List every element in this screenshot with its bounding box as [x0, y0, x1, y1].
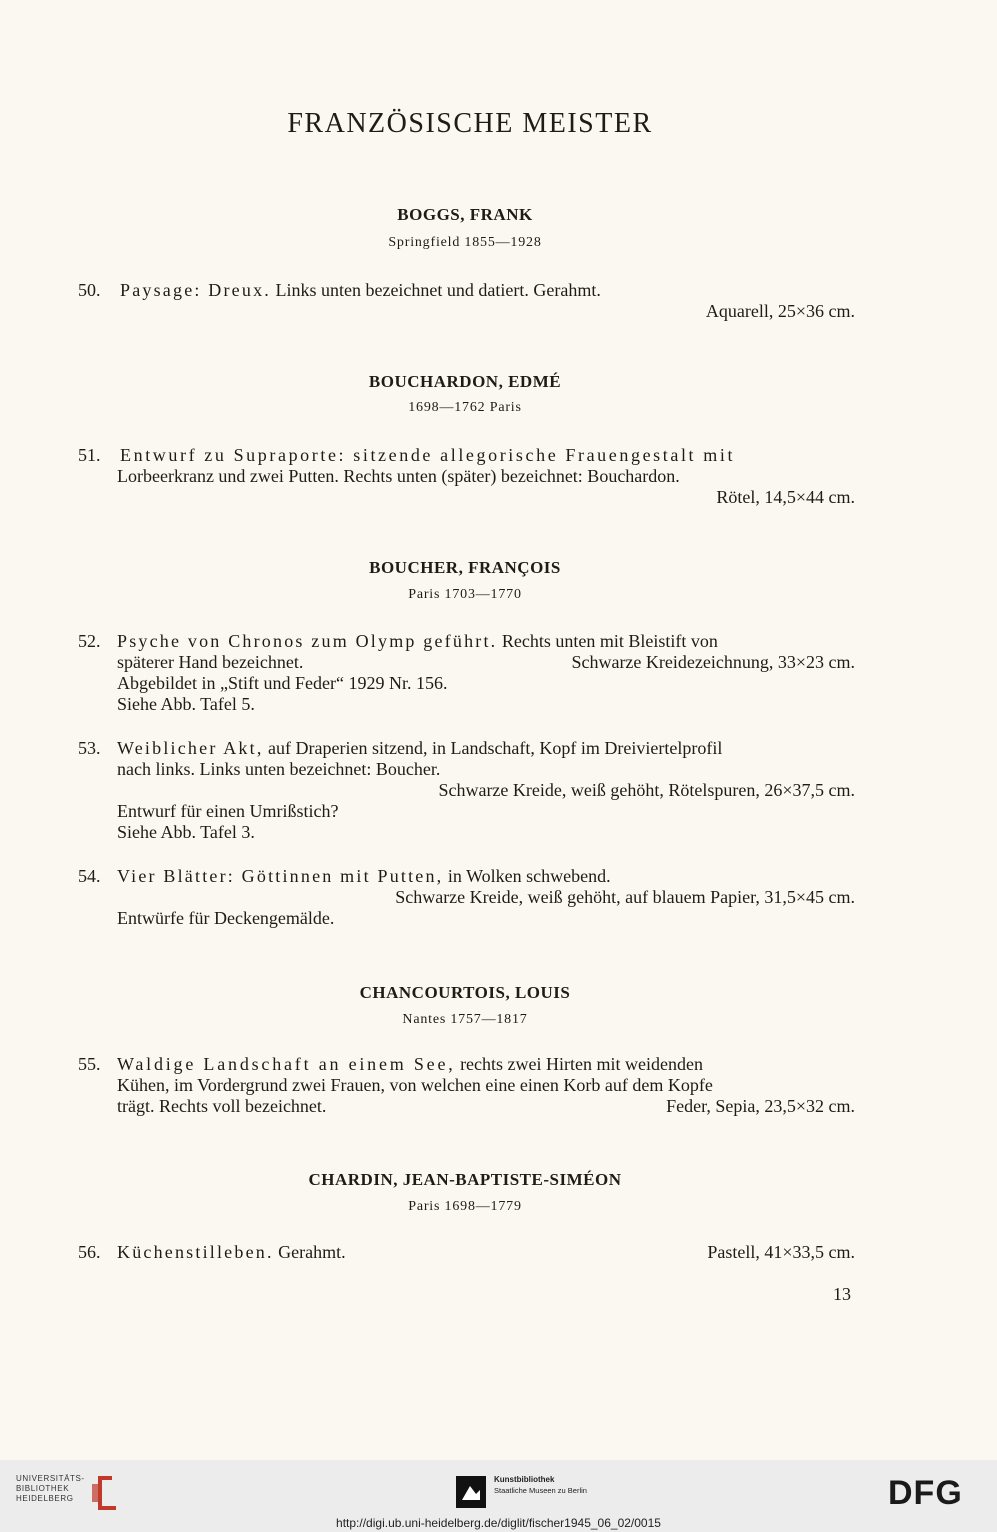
entry-medium: Schwarze Kreide, weiß gehöht, Rötelspuren, 26×37,5 cm.: [438, 780, 855, 800]
entry-text: Kühen, im Vordergrund zwei Frauen, von welchen eine einen Korb auf dem Kopfe: [117, 1075, 713, 1095]
artist-life: Paris 1703—1770: [408, 587, 522, 602]
entry-title: Küchenstilleben.: [117, 1242, 274, 1262]
artist-life: Paris 1698—1779: [408, 1199, 522, 1214]
entry-medium: Rötel, 14,5×44 cm.: [716, 487, 855, 507]
entry-title: Vier Blätter: Göttinnen mit Putten,: [117, 866, 444, 886]
artist-life: 1698—1762 Paris: [408, 400, 522, 415]
entry-text: Abgebildet in „Stift und Feder“ 1929 Nr. 156.: [117, 673, 448, 693]
ub-heidelberg-logo-icon[interactable]: [88, 1472, 122, 1517]
artist-life: Nantes 1757—1817: [402, 1012, 528, 1027]
entry-text: rechts zwei Hirten mit weidenden: [460, 1054, 703, 1074]
entry-text: in Wolken schwebend.: [447, 866, 611, 886]
entry-number: 50.: [78, 280, 101, 300]
entry-title: Paysage: Dreux.: [120, 280, 271, 300]
kunstbibliothek-text: Kunstbibliothek Staatliche Museen zu Berlin: [494, 1475, 587, 1495]
entry-text: Links unten bezeichnet und datiert. Gerahmt.: [275, 280, 601, 300]
entry-text: nach links. Links unten bezeichnet: Boucher.: [117, 759, 441, 779]
page-url-link[interactable]: http://digi.ub.uni-heidelberg.de/diglit/fischer1945_06_02/0015: [336, 1516, 661, 1530]
entry-title: Entwurf zu Supraporte: sitzende allegorische Frauengestalt mit: [120, 445, 736, 465]
entry-title: Weiblicher Akt,: [117, 738, 264, 758]
kunstbibliothek-logo-icon[interactable]: [456, 1476, 486, 1513]
entry-medium: Schwarze Kreidezeichnung, 33×23 cm.: [571, 652, 855, 672]
entry-text: trägt. Rechts voll bezeichnet.: [117, 1096, 327, 1116]
entry-text: Gerahmt.: [278, 1242, 346, 1262]
entry-text: Entwurf für einen Umrißstich?: [117, 801, 339, 821]
entry-text: Rechts unten mit Bleistift von: [501, 631, 718, 651]
footer-bar: [0, 1460, 997, 1532]
entry-text: auf Draperien sitzend, in Landschaft, Kopf im Dreiviertelprofil: [268, 738, 723, 758]
entry-text: Entwürfe für Deckengemälde.: [117, 908, 335, 928]
entry-number: 56.: [78, 1242, 101, 1262]
entry-medium: Pastell, 41×33,5 cm.: [707, 1242, 855, 1262]
entry-number: 54.: [78, 866, 101, 886]
entry-text: Siehe Abb. Tafel 3.: [117, 822, 255, 842]
entry-text: späterer Hand bezeichnet.: [117, 652, 304, 672]
artist-life: Springfield 1855—1928: [388, 235, 542, 250]
artist-name: BOGGS, FRANK: [397, 205, 533, 224]
page-number: 13: [833, 1284, 851, 1304]
entry-number: 55.: [78, 1054, 101, 1074]
artist-name: CHANCOURTOIS, LOUIS: [359, 983, 571, 1002]
entry-text: Lorbeerkranz und zwei Putten. Rechts unten (später) bezeichnet: Bouchardon.: [117, 466, 680, 486]
entry-title: Waldige Landschaft an einem See,: [117, 1054, 456, 1074]
entry-number: 52.: [78, 631, 101, 651]
entry-medium: Aquarell, 25×36 cm.: [705, 301, 855, 321]
entry-medium: Feder, Sepia, 23,5×32 cm.: [666, 1096, 855, 1116]
ub-heidelberg-text: UNIVERSITÄTS- BIBLIOTHEK HEIDELBERG: [16, 1474, 85, 1503]
artist-name: BOUCHER, FRANÇOIS: [369, 558, 561, 577]
entry-title: Psyche von Chronos zum Olymp geführt.: [117, 631, 498, 651]
entry-text: Siehe Abb. Tafel 5.: [117, 694, 255, 714]
artist-name: CHARDIN, JEAN-BAPTISTE-SIMÉON: [308, 1170, 622, 1189]
dfg-logo[interactable]: DFG: [888, 1474, 963, 1512]
entry-number: 53.: [78, 738, 101, 758]
artist-name: BOUCHARDON, EDMÉ: [368, 372, 562, 391]
page-title: FRANZÖSISCHE MEISTER: [287, 108, 653, 139]
entry-medium: Schwarze Kreide, weiß gehöht, auf blauem Papier, 31,5×45 cm.: [395, 887, 855, 907]
entry-number: 51.: [78, 445, 101, 465]
